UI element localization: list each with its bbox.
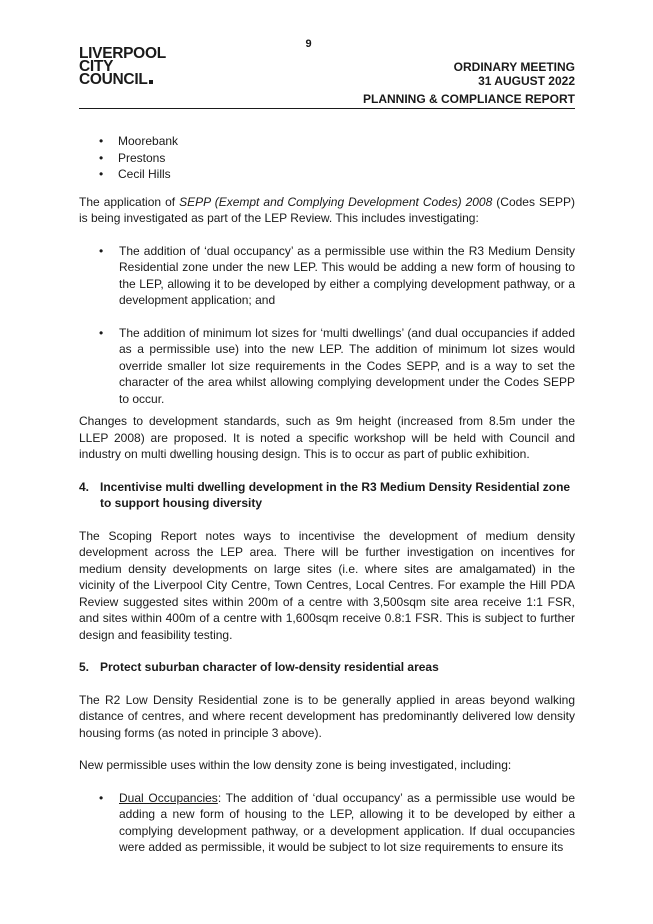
logo-line-3: COUNCIL	[79, 73, 166, 86]
suburb-list	[79, 133, 575, 183]
document-body	[79, 133, 575, 856]
council-logo	[79, 47, 166, 86]
report-title: PLANNING & COMPLIANCE REPORT	[362, 92, 575, 106]
list-item: • Prestons	[79, 150, 575, 167]
meeting-date: 31 AUGUST 2022	[478, 74, 575, 88]
paragraph-standards: Changes to development standards, such as 9m height (increased from 8.5m under the LLEP 2008) are proposed. It is noted a specific workshop will be held with Council and industry on multi dwelling housing design. This is to occur as part of public exhibition.	[79, 414, 575, 461]
logo-line-2: CITY	[79, 58, 114, 75]
logo-dot-icon	[149, 80, 153, 84]
meeting-title: ORDINARY MEETING	[453, 60, 575, 74]
list-item: • Cecil Hills	[79, 166, 575, 183]
header-divider	[79, 108, 575, 109]
new-uses-list	[79, 790, 575, 856]
list-item: • Moorebank	[79, 133, 575, 150]
paragraph-r2: The R2 Low Density Residential zone is to be generally applied in areas beyond walking distance of centres, and where recent development has predominantly delivered low density housing forms (as noted in principle 3 above).	[79, 692, 575, 740]
paragraph-scoping: The Scoping Report notes ways to incentivise the development of medium density development across the LEP area. There will be further investigation on incentives for medium density developments on large sites (i.e. where sites are amalgamated) in the vicinity of the Liverpool City Centre, Town Centres, Local Centres. For example the Hill PDA Review suggested sites within 200m of a centre with 3,500sqm site area receive 1:1 FSR, and sites within 400m of a centre with 1,600sqm receive 0.8:1 FSR. This is subject to further design and feasibility testing.	[79, 528, 575, 642]
section-heading-4: 4. Incentivise multi dwelling development in the R3 Medium Density Residential zone to support housing diversity	[79, 479, 571, 510]
list-item: • Dual Occupancies: The addition of ‘dual occupancy’ as a permissible use would be adding a new form of housing to the LEP, allowing it to be developed by either a complying development pathway, or a development application. If dual occupancies were added as permissible, it would be subject to lot size requirements to ensure its	[79, 790, 575, 856]
paragraph-new-uses: New permissible uses within the low density zone is being investigated, including:	[79, 758, 512, 772]
logo-line-1: LIVERPOOL	[79, 45, 166, 62]
list-item: • The addition of ‘dual occupancy’ as a permissible use within the R3 Medium Density Residential zone under the new LEP. This would be adding a new form of housing to the LEP, allowing it to be developed by either a complying development pathway, or a development application; and	[79, 243, 575, 309]
paragraph-codes-sepp: The application of SEPP (Exempt and Complying Development Codes) 2008 (Codes SEPP) is being investigated as part of the LEP Review. This includes investigating:	[79, 194, 576, 225]
investigation-list	[79, 243, 575, 408]
list-item: • The addition of minimum lot sizes for ‘multi dwellings’ (and dual occupancies if added as a permissible use) into the new LEP. The addition of minimum lot sizes would override smaller lot size requirements in the Codes SEPP, and is a way to set the character of the area whilst allowing complying development under the Codes SEPP to occur.	[79, 325, 575, 408]
page-number: 9	[305, 38, 312, 50]
section-heading-5: 5. Protect suburban character of low-density residential areas	[79, 660, 439, 674]
